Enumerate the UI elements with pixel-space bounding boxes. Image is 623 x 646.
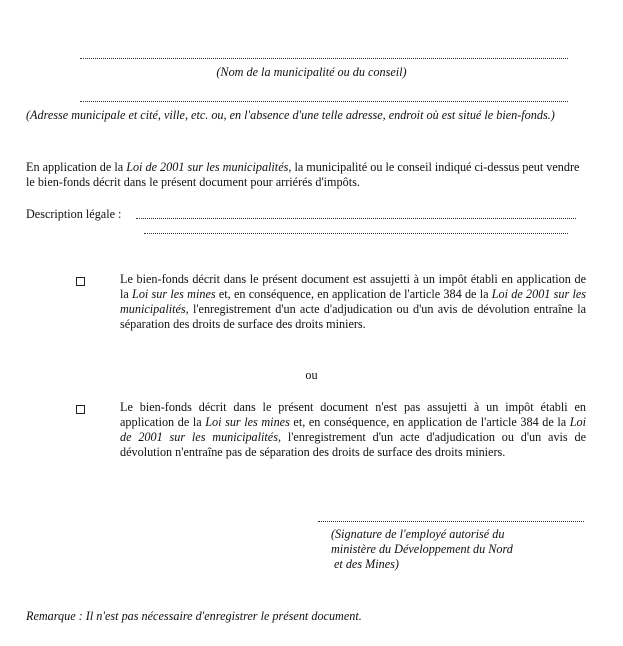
legal-description-line-2[interactable]: [144, 233, 568, 234]
option1-paragraph: [120, 272, 586, 332]
option1-law-mines: Loi sur les mines: [132, 287, 216, 301]
option1-text-2: et, en conséquence, en application de l'article 384 de la: [215, 287, 492, 301]
or-separator: ou: [305, 368, 318, 382]
option2-checkbox[interactable]: [76, 405, 85, 414]
application-law: Loi de 2001 sur les municipalités: [126, 160, 289, 174]
option1-law-municipal: Loi de 2001 sur les municipalités: [120, 287, 586, 316]
option2-text-2: et, en conséquence, en application de l'article 384 de la: [289, 415, 570, 429]
option1-checkbox[interactable]: [76, 277, 85, 286]
note-text: Remarque : Il n'est pas nécessaire d'enregistrer le présent document.: [26, 609, 362, 623]
application-paragraph: [26, 160, 586, 190]
application-text-after: , la municipalité ou le conseil indiqué ci-dessus peut vendre le bien-fonds décrit dans le présent document pour arriérés d'impôts.: [26, 160, 580, 189]
option1-text-3: , l'enregistrement d'un acte d'adjudication ou d'un avis de dévolution entraîne la séparation des droits de surface des droits miniers.: [120, 302, 586, 331]
signature-dotted-line[interactable]: [318, 521, 584, 522]
option2-paragraph: [120, 400, 586, 460]
option2-law-mines: Loi sur les mines: [205, 415, 290, 429]
signature-label-line-2: ministère du Développement du Nord: [331, 542, 513, 556]
option2-law-municipal: Loi de 2001 sur les municipalités: [120, 415, 587, 444]
signature-label: [331, 527, 591, 572]
option2-text-1: Le bien-fonds décrit dans le présent document n'est pas assujetti à un impôt établi en application de la: [120, 400, 586, 429]
legal-description-line-1[interactable]: [136, 218, 576, 219]
address-dotted-line[interactable]: [80, 101, 568, 102]
option2-text-3: , l'enregistrement d'un acte d'adjudication ou d'un avis de dévolution n'entraîne pas de séparation des droits de surface des droits miniers.: [120, 430, 586, 459]
signature-label-line-1: (Signature de l'employé autorisé du: [331, 527, 505, 541]
application-text-before: En application de la: [26, 160, 127, 174]
municipality-label: (Nom de la municipalité ou du conseil): [216, 65, 407, 79]
address-label: (Adresse municipale et cité, ville, etc. ou, en l'absence d'une telle adresse, endroit où est situé le bien-fonds.): [26, 108, 555, 122]
legal-description-label: Description légale :: [26, 207, 122, 221]
signature-label-line-3: et des Mines): [334, 557, 399, 571]
municipality-dotted-line[interactable]: [80, 58, 568, 59]
option1-text-1: Le bien-fonds décrit dans le présent document est assujetti à un impôt établi en application de la: [120, 272, 586, 301]
